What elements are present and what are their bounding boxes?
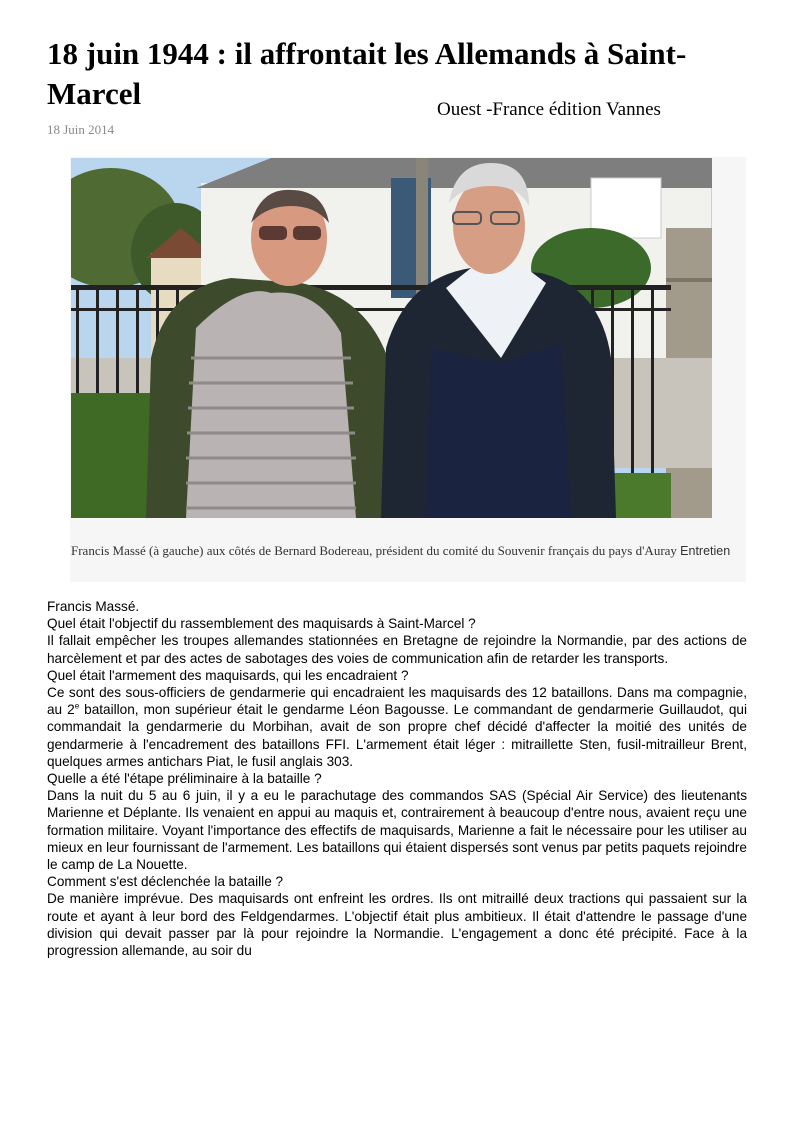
question-4: Comment s'est déclenchée la bataille ? [47,874,284,890]
question-3: Quelle a été l'étape préliminaire à la bataille ? [47,771,322,787]
article-date: 18 Juin 2014 [47,122,115,137]
question-1: Quel était l'objectif du rassemblement des maquisards à Saint-Marcel ? [47,616,476,632]
answer-1: Il fallait empêcher les troupes allemandes stationnées en Bretagne de rejoindre la Normandie, par des actions de harcèlement et par des actes de sabotages des voies de communication afin de retarder les transports. [47,633,747,666]
interviewee-name: Francis Massé. [47,599,140,614]
answer-2-part-1: Ce sont des sous-officiers de gendarmerie qui encadraient les maquisards des 12 bataillons. Dans ma compagnie, au 2 [47,685,747,718]
answer-2-part-2: bataillon, mon supérieur était le gendarme Léon Bagousse. Le commandant de gendarmerie Guillaudot, qui commandait la gendarmerie du Morbihan, avait de son propre chef décidé d'affecter la moitié des unités de gendarmerie à l'encadrement des bataillons FFI. L'armement était léger : mitraillette Sten, fusil-mitrailleur Brent, quelques armes antichars Piat, le fusil anglais 303. [47,702,747,769]
answer-3: Dans la nuit du 5 au 6 juin, il y a eu le parachutage des commandos SAS (Spécial Air Service) des lieutenants Marienne et Déplante. Ils venaient en appui au maquis et, contrairement à beaucoup d'entre nous, avaient reçu une formation militaire. Voyant l'importance des effectifs de maquisards, Marienne a fait le nécessaire pour les utiliser au mieux en leur fournissant de l'armement. Les bataillons qui étaient dispersés sont venus par petits paquets rejoindre le camp de La Nouette. [47,788,747,873]
article-photo [71,158,712,518]
photo-credit: Entretien [680,544,731,558]
article-title: 18 juin 1944 : il affrontait les Allemands à Saint-Marcel [47,36,687,111]
photo-caption-text: Francis Massé (à gauche) aux côtés de Bernard Bodereau, président du comité du Souvenir français du pays d'Auray [71,543,677,558]
answer-4: De manière imprévue. Des maquisards ont enfreint les ordres. Ils ont mitraillé deux tractions qui passaient sur la route et ayant à leur bord des Feldgendarmes. L'objectif était plus ambitieux. Il était d'attendre le passage d'une division qui devait passer par là pour rejoindre la Normandie. L'engagement a donc été précipité. Face à la progression allemande, au soir du [47,891,747,959]
ordinal-superscript: e [74,701,80,711]
article-source: Ouest -France édition Vannes [437,99,661,120]
article-body [47,598,747,959]
photo-caption [71,541,741,561]
question-2: Quel était l'armement des maquisards, qui les encadraient ? [47,667,409,683]
answer-2 [47,684,747,770]
